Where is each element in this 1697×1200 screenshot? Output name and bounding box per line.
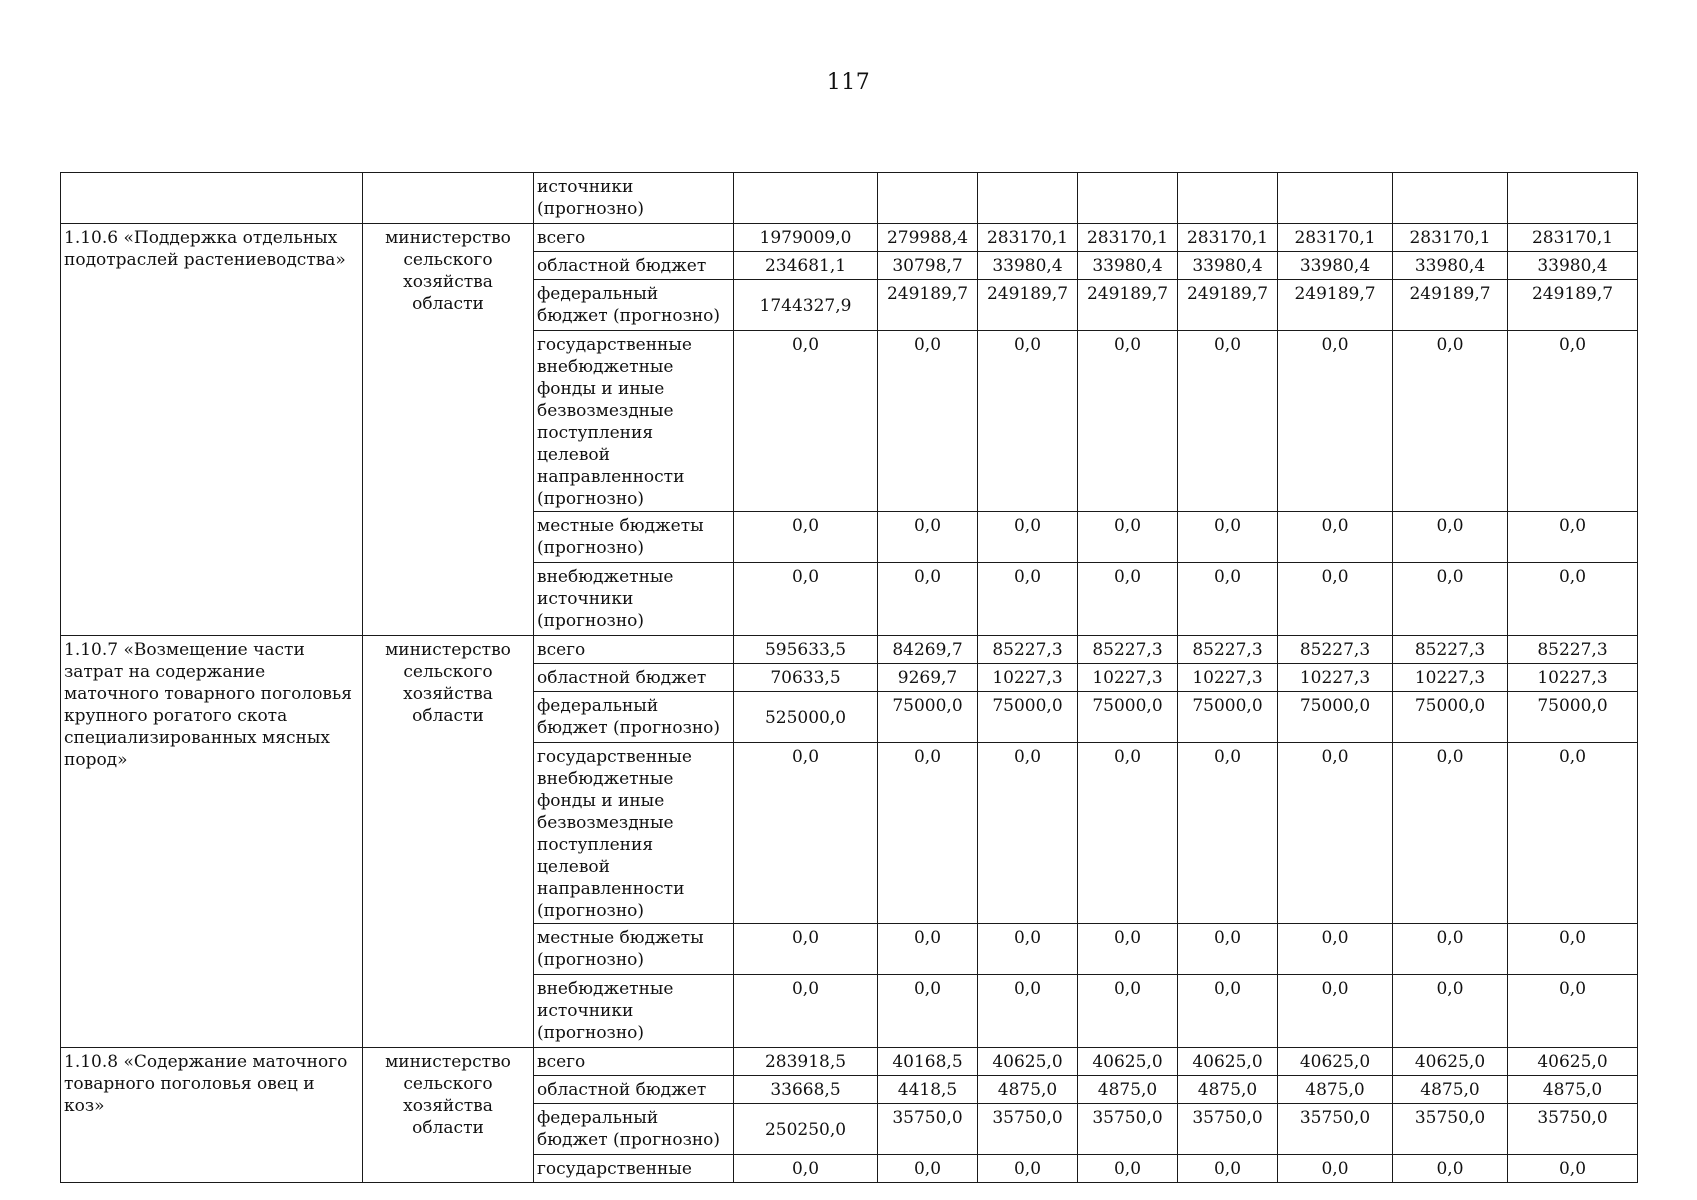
year-value-cell: 75000,0 bbox=[1278, 692, 1393, 743]
year-value-cell bbox=[1278, 173, 1393, 224]
year-value-cell: 4875,0 bbox=[978, 1076, 1078, 1104]
year-value-cell: 35750,0 bbox=[978, 1104, 1078, 1155]
year-value-cell: 0,0 bbox=[1508, 1155, 1638, 1183]
year-value-cell: 4875,0 bbox=[1278, 1076, 1393, 1104]
year-value-cell: 10227,3 bbox=[1178, 664, 1278, 692]
year-value-cell: 4875,0 bbox=[1078, 1076, 1178, 1104]
year-value-cell: 0,0 bbox=[1178, 512, 1278, 563]
year-value-cell: 0,0 bbox=[1278, 975, 1393, 1048]
activity-name-cell: 1.10.6 «Поддержка отдельных подотраслей растениеводства» bbox=[61, 224, 363, 636]
executor-cell bbox=[363, 173, 534, 224]
year-value-cell: 0,0 bbox=[1393, 331, 1508, 512]
year-value-cell: 0,0 bbox=[1508, 924, 1638, 975]
year-value-cell: 0,0 bbox=[1508, 331, 1638, 512]
year-value-cell: 283170,1 bbox=[1078, 224, 1178, 252]
executor-cell: министерство сельского хозяйства области bbox=[363, 1048, 534, 1183]
year-value-cell: 0,0 bbox=[1178, 924, 1278, 975]
year-value-cell: 0,0 bbox=[1078, 975, 1178, 1048]
year-value-cell: 0,0 bbox=[1078, 512, 1178, 563]
year-value-cell: 10227,3 bbox=[1078, 664, 1178, 692]
year-value-cell: 33980,4 bbox=[1178, 252, 1278, 280]
year-value-cell: 249189,7 bbox=[978, 280, 1078, 331]
year-value-cell: 4875,0 bbox=[1393, 1076, 1508, 1104]
funding-source-cell: государственные внебюджетные фонды и иные безвозмездные поступления целевой направленности (прогнозно) bbox=[534, 331, 734, 512]
year-value-cell: 249189,7 bbox=[1078, 280, 1178, 331]
funding-source-cell: государственные внебюджетные фонды и иные безвозмездные поступления целевой направленности (прогнозно) bbox=[534, 743, 734, 924]
year-value-cell: 0,0 bbox=[1178, 975, 1278, 1048]
year-value-cell: 0,0 bbox=[1393, 563, 1508, 636]
funding-source-cell: государственные bbox=[534, 1155, 734, 1183]
year-value-cell: 0,0 bbox=[1078, 924, 1178, 975]
total-cell: 0,0 bbox=[734, 1155, 878, 1183]
year-value-cell: 283170,1 bbox=[1278, 224, 1393, 252]
table-row bbox=[61, 224, 1638, 252]
year-value-cell: 0,0 bbox=[878, 512, 978, 563]
year-value-cell: 249189,7 bbox=[878, 280, 978, 331]
funding-source-cell: всего bbox=[534, 636, 734, 664]
year-value-cell: 0,0 bbox=[1078, 743, 1178, 924]
year-value-cell: 40625,0 bbox=[1078, 1048, 1178, 1076]
table-row bbox=[61, 173, 1638, 224]
year-value-cell: 283170,1 bbox=[1508, 224, 1638, 252]
year-value-cell: 33980,4 bbox=[1278, 252, 1393, 280]
year-value-cell: 35750,0 bbox=[878, 1104, 978, 1155]
year-value-cell: 0,0 bbox=[1178, 563, 1278, 636]
year-value-cell: 0,0 bbox=[978, 331, 1078, 512]
year-value-cell: 0,0 bbox=[1508, 512, 1638, 563]
year-value-cell: 0,0 bbox=[1078, 563, 1178, 636]
funding-source-cell: федеральный бюджет (прогнозно) bbox=[534, 692, 734, 743]
year-value-cell: 33980,4 bbox=[978, 252, 1078, 280]
funding-source-cell: местные бюджеты (прогнозно) bbox=[534, 924, 734, 975]
total-cell: 283918,5 bbox=[734, 1048, 878, 1076]
funding-source-cell: всего bbox=[534, 1048, 734, 1076]
year-value-cell: 40168,5 bbox=[878, 1048, 978, 1076]
year-value-cell: 85227,3 bbox=[978, 636, 1078, 664]
year-value-cell: 75000,0 bbox=[1178, 692, 1278, 743]
funding-source-cell: внебюджетные источники (прогнозно) bbox=[534, 975, 734, 1048]
year-value-cell: 283170,1 bbox=[978, 224, 1078, 252]
executor-cell: министерство сельского хозяйства области bbox=[363, 224, 534, 636]
year-value-cell: 0,0 bbox=[878, 743, 978, 924]
total-cell: 0,0 bbox=[734, 563, 878, 636]
year-value-cell: 75000,0 bbox=[1508, 692, 1638, 743]
funding-source-cell: федеральный бюджет (прогнозно) bbox=[534, 1104, 734, 1155]
year-value-cell: 0,0 bbox=[1393, 975, 1508, 1048]
year-value-cell: 4875,0 bbox=[1508, 1076, 1638, 1104]
year-value-cell: 249189,7 bbox=[1393, 280, 1508, 331]
year-value-cell: 10227,3 bbox=[1278, 664, 1393, 692]
activity-name-cell: 1.10.8 «Содержание маточного товарного поголовья овец и коз» bbox=[61, 1048, 363, 1183]
funding-source-cell: местные бюджеты (прогнозно) bbox=[534, 512, 734, 563]
year-value-cell: 75000,0 bbox=[1393, 692, 1508, 743]
total-cell: 234681,1 bbox=[734, 252, 878, 280]
total-cell: 1744327,9 bbox=[734, 280, 878, 331]
year-value-cell: 0,0 bbox=[978, 975, 1078, 1048]
year-value-cell: 75000,0 bbox=[1078, 692, 1178, 743]
source-cell: источники (прогнозно) bbox=[534, 173, 734, 224]
year-value-cell: 0,0 bbox=[1278, 1155, 1393, 1183]
name-cell bbox=[61, 173, 363, 224]
year-value-cell: 0,0 bbox=[1178, 1155, 1278, 1183]
funding-source-cell: всего bbox=[534, 224, 734, 252]
year-value-cell: 9269,7 bbox=[878, 664, 978, 692]
year-value-cell: 84269,7 bbox=[878, 636, 978, 664]
year-value-cell: 35750,0 bbox=[1178, 1104, 1278, 1155]
total-cell: 0,0 bbox=[734, 331, 878, 512]
year-value-cell: 0,0 bbox=[878, 563, 978, 636]
page-number: 117 bbox=[826, 70, 871, 95]
total-cell: 0,0 bbox=[734, 924, 878, 975]
year-value-cell: 85227,3 bbox=[1508, 636, 1638, 664]
year-value-cell bbox=[1393, 173, 1508, 224]
total-cell: 595633,5 bbox=[734, 636, 878, 664]
year-value-cell: 33980,4 bbox=[1393, 252, 1508, 280]
year-value-cell bbox=[1178, 173, 1278, 224]
year-value-cell: 0,0 bbox=[1393, 512, 1508, 563]
funding-source-cell: областной бюджет bbox=[534, 1076, 734, 1104]
year-value-cell: 0,0 bbox=[1393, 743, 1508, 924]
year-value-cell: 75000,0 bbox=[978, 692, 1078, 743]
table-row bbox=[61, 636, 1638, 664]
year-value-cell: 75000,0 bbox=[878, 692, 978, 743]
total-cell: 525000,0 bbox=[734, 692, 878, 743]
year-value-cell: 10227,3 bbox=[1508, 664, 1638, 692]
funding-source-cell: областной бюджет bbox=[534, 664, 734, 692]
total-cell: 70633,5 bbox=[734, 664, 878, 692]
year-value-cell: 0,0 bbox=[1178, 331, 1278, 512]
year-value-cell: 85227,3 bbox=[1178, 636, 1278, 664]
year-value-cell: 35750,0 bbox=[1078, 1104, 1178, 1155]
year-value-cell: 0,0 bbox=[1078, 1155, 1178, 1183]
year-value-cell bbox=[1078, 173, 1178, 224]
total-cell: 0,0 bbox=[734, 512, 878, 563]
total-cell: 0,0 bbox=[734, 975, 878, 1048]
funding-source-cell: внебюджетные источники (прогнозно) bbox=[534, 563, 734, 636]
year-value-cell: 0,0 bbox=[1178, 743, 1278, 924]
year-value-cell: 40625,0 bbox=[1178, 1048, 1278, 1076]
year-value-cell: 35750,0 bbox=[1508, 1104, 1638, 1155]
year-value-cell: 0,0 bbox=[978, 924, 1078, 975]
year-value-cell: 0,0 bbox=[878, 1155, 978, 1183]
year-value-cell: 0,0 bbox=[1508, 563, 1638, 636]
funding-source-cell: областной бюджет bbox=[534, 252, 734, 280]
year-value-cell: 0,0 bbox=[878, 924, 978, 975]
year-value-cell bbox=[978, 173, 1078, 224]
year-value-cell: 283170,1 bbox=[1393, 224, 1508, 252]
year-value-cell: 0,0 bbox=[1278, 512, 1393, 563]
year-value-cell bbox=[878, 173, 978, 224]
year-value-cell: 33980,4 bbox=[1078, 252, 1178, 280]
year-value-cell: 85227,3 bbox=[1278, 636, 1393, 664]
year-value-cell: 0,0 bbox=[1278, 563, 1393, 636]
funding-source-cell: федеральный бюджет (прогнозно) bbox=[534, 280, 734, 331]
year-value-cell: 40625,0 bbox=[1508, 1048, 1638, 1076]
year-value-cell: 279988,4 bbox=[878, 224, 978, 252]
year-value-cell: 249189,7 bbox=[1278, 280, 1393, 331]
year-value-cell: 0,0 bbox=[1278, 924, 1393, 975]
year-value-cell: 85227,3 bbox=[1393, 636, 1508, 664]
budget-table bbox=[60, 172, 1638, 1183]
year-value-cell: 283170,1 bbox=[1178, 224, 1278, 252]
year-value-cell: 10227,3 bbox=[1393, 664, 1508, 692]
table-row bbox=[61, 1048, 1638, 1076]
year-value-cell: 0,0 bbox=[978, 1155, 1078, 1183]
year-value-cell: 0,0 bbox=[1278, 743, 1393, 924]
year-value-cell: 85227,3 bbox=[1078, 636, 1178, 664]
year-value-cell bbox=[1508, 173, 1638, 224]
year-value-cell: 0,0 bbox=[1393, 924, 1508, 975]
activity-name-cell: 1.10.7 «Возмещение части затрат на содержание маточного товарного поголовья крупного рогатого скота специализированных мясных пород» bbox=[61, 636, 363, 1048]
year-value-cell: 33980,4 bbox=[1508, 252, 1638, 280]
executor-cell: министерство сельского хозяйства области bbox=[363, 636, 534, 1048]
year-value-cell: 35750,0 bbox=[1278, 1104, 1393, 1155]
year-value-cell: 0,0 bbox=[1508, 975, 1638, 1048]
year-value-cell: 0,0 bbox=[878, 975, 978, 1048]
year-value-cell: 249189,7 bbox=[1178, 280, 1278, 331]
total-cell bbox=[734, 173, 878, 224]
year-value-cell: 40625,0 bbox=[1393, 1048, 1508, 1076]
total-cell: 0,0 bbox=[734, 743, 878, 924]
year-value-cell: 249189,7 bbox=[1508, 280, 1638, 331]
year-value-cell: 0,0 bbox=[1078, 331, 1178, 512]
year-value-cell: 0,0 bbox=[978, 512, 1078, 563]
table-body bbox=[61, 173, 1638, 1183]
year-value-cell: 0,0 bbox=[978, 743, 1078, 924]
year-value-cell: 40625,0 bbox=[1278, 1048, 1393, 1076]
year-value-cell: 0,0 bbox=[1278, 331, 1393, 512]
year-value-cell: 0,0 bbox=[1508, 743, 1638, 924]
year-value-cell: 0,0 bbox=[978, 563, 1078, 636]
year-value-cell: 0,0 bbox=[1393, 1155, 1508, 1183]
total-cell: 33668,5 bbox=[734, 1076, 878, 1104]
year-value-cell: 4875,0 bbox=[1178, 1076, 1278, 1104]
year-value-cell: 35750,0 bbox=[1393, 1104, 1508, 1155]
total-cell: 250250,0 bbox=[734, 1104, 878, 1155]
year-value-cell: 0,0 bbox=[878, 331, 978, 512]
year-value-cell: 30798,7 bbox=[878, 252, 978, 280]
year-value-cell: 4418,5 bbox=[878, 1076, 978, 1104]
year-value-cell: 10227,3 bbox=[978, 664, 1078, 692]
year-value-cell: 40625,0 bbox=[978, 1048, 1078, 1076]
total-cell: 1979009,0 bbox=[734, 224, 878, 252]
